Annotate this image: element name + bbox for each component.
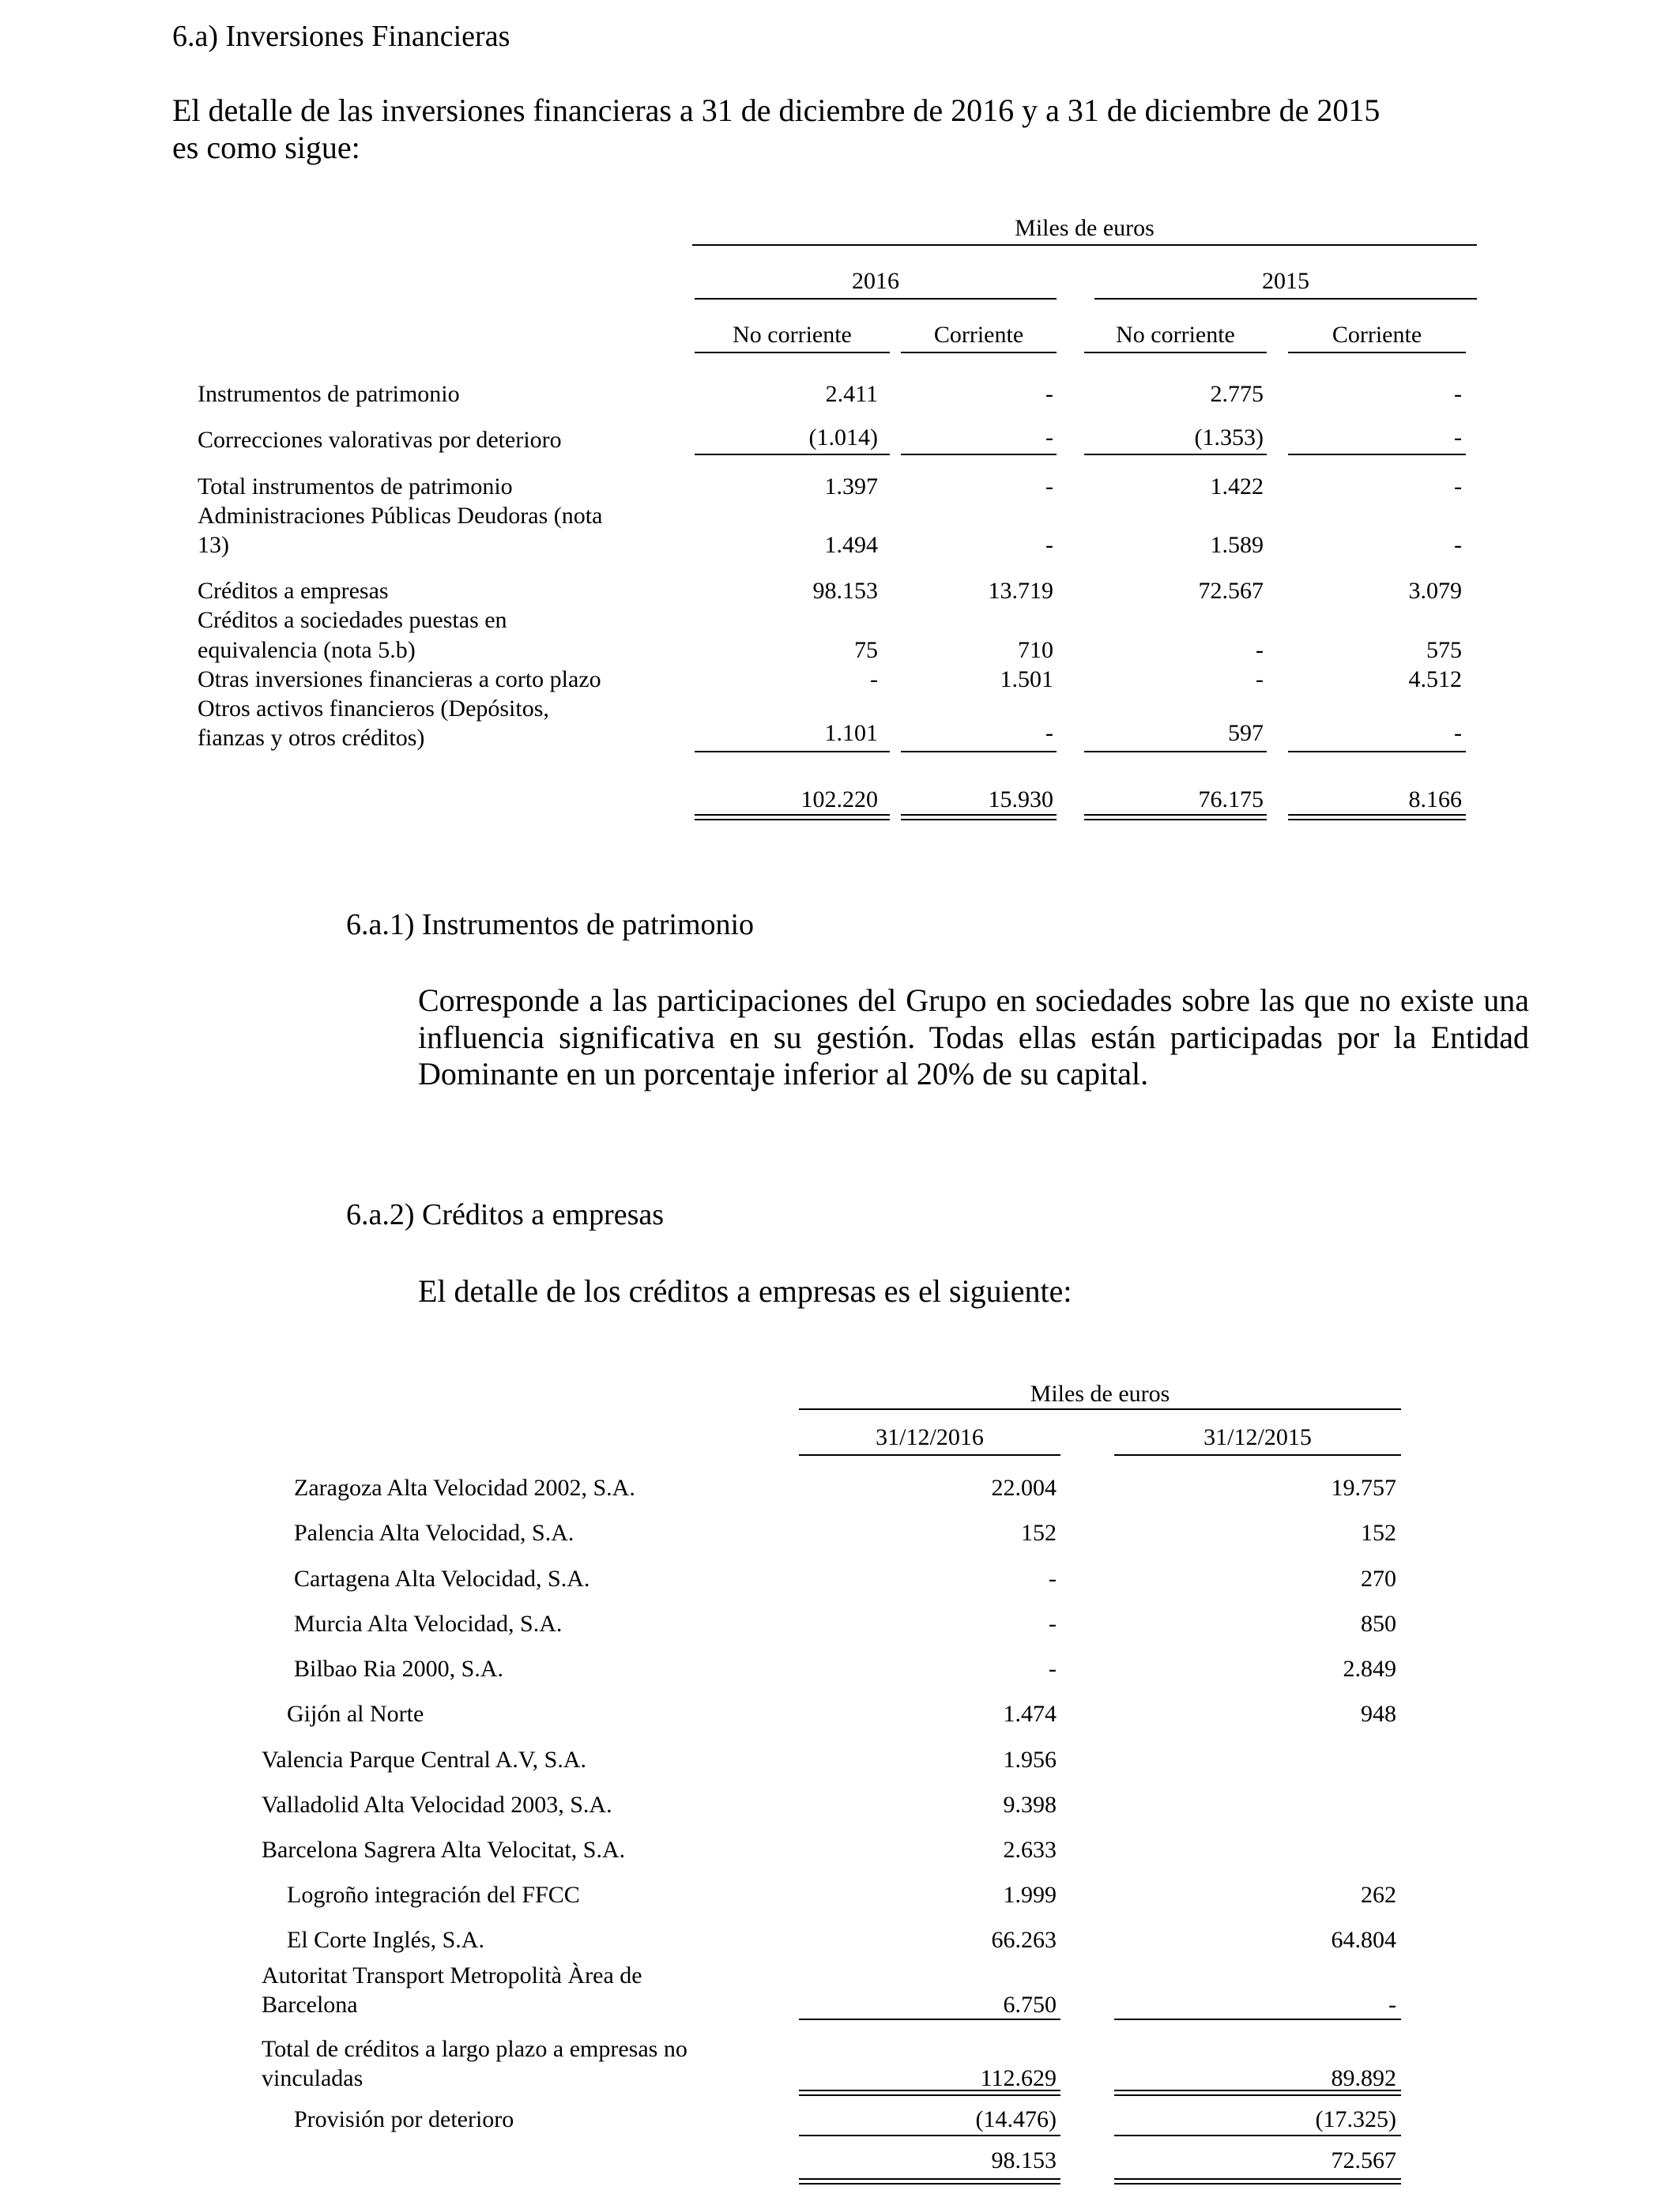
cell-value: 1.999 bbox=[1003, 1882, 1057, 1908]
cell-value: 1.589 bbox=[1210, 532, 1264, 558]
rule-line bbox=[901, 751, 1057, 752]
rule-line bbox=[695, 751, 890, 752]
cell-value: 6.750 bbox=[1003, 1992, 1057, 2018]
cell-value: - bbox=[1454, 381, 1462, 407]
provision-label: Provisión por deterioro bbox=[294, 2106, 514, 2132]
cell-value: 948 bbox=[1361, 1701, 1396, 1727]
unit-header: Miles de euros bbox=[1030, 1381, 1170, 1407]
total-value: 15.930 bbox=[988, 786, 1053, 812]
double-rule-line bbox=[1114, 2178, 1401, 2185]
cell-value: - bbox=[1045, 473, 1053, 499]
rule-line bbox=[799, 1408, 1401, 1410]
company-name: Valencia Parque Central A.V, S.A. bbox=[262, 1747, 587, 1773]
total-label: vinculadas bbox=[262, 2065, 363, 2091]
cell-value: 1.397 bbox=[824, 473, 878, 499]
rule-line bbox=[695, 298, 1057, 300]
row-label: fianzas y otros créditos) bbox=[198, 725, 425, 751]
row-label: Instrumentos de patrimonio bbox=[198, 381, 460, 407]
year-header: 2016 bbox=[852, 268, 899, 294]
cell-value: 66.263 bbox=[991, 1927, 1057, 1953]
company-name: Zaragoza Alta Velocidad 2002, S.A. bbox=[294, 1475, 635, 1501]
cell-value: (1.014) bbox=[808, 424, 878, 450]
rule-line bbox=[1084, 751, 1267, 752]
rule-line bbox=[695, 454, 890, 455]
row-label: Correcciones valorativas por deterioro bbox=[198, 427, 562, 453]
cell-value: - bbox=[1256, 637, 1264, 663]
cell-value: 152 bbox=[1361, 1520, 1396, 1546]
rule-line bbox=[1114, 1454, 1401, 1456]
double-rule-line bbox=[901, 814, 1057, 820]
cell-value: 575 bbox=[1426, 637, 1462, 663]
total-value: 112.629 bbox=[980, 2065, 1057, 2091]
rule-line bbox=[799, 2019, 1060, 2020]
cell-value: 262 bbox=[1361, 1882, 1396, 1908]
rule-line bbox=[1288, 751, 1466, 752]
paragraph-line: influencia significativa en su gestión. Todas ellas están participadas por la Entidad bbox=[418, 1020, 1529, 1055]
rule-line bbox=[901, 352, 1057, 353]
company-name: Barcelona Sagrera Alta Velocitat, S.A. bbox=[262, 1837, 626, 1863]
cell-value: 152 bbox=[1021, 1520, 1057, 1546]
column-header: Corriente bbox=[933, 322, 1024, 348]
double-rule-line bbox=[799, 2178, 1060, 2185]
cell-value: 75 bbox=[854, 637, 878, 663]
rule-line bbox=[1094, 298, 1477, 300]
cell-value: 2.633 bbox=[1003, 1837, 1057, 1863]
column-header: No corriente bbox=[733, 322, 852, 348]
cell-value: 22.004 bbox=[991, 1475, 1057, 1501]
cell-value: 72.567 bbox=[1198, 578, 1264, 604]
cell-value: - bbox=[1045, 381, 1053, 407]
cell-value: 710 bbox=[1018, 637, 1053, 663]
cell-value: - bbox=[1045, 532, 1053, 558]
column-header: No corriente bbox=[1116, 322, 1235, 348]
year-header: 2015 bbox=[1262, 268, 1309, 294]
section-6a2-intro: El detalle de los créditos a empresas es el siguiente: bbox=[418, 1273, 1072, 1309]
date-header: 31/12/2016 bbox=[876, 1424, 984, 1450]
paragraph-line: Dominante en un porcentaje inferior al 20% de su capital. bbox=[418, 1056, 1149, 1091]
net-value: 98.153 bbox=[991, 2147, 1057, 2173]
cell-value: 13.719 bbox=[988, 578, 1053, 604]
cell-value: 1.956 bbox=[1003, 1747, 1057, 1773]
cell-value: - bbox=[1454, 532, 1462, 558]
cell-value: 98.153 bbox=[812, 578, 878, 604]
company-name: Barcelona bbox=[262, 1992, 358, 2018]
cell-value: - bbox=[1049, 1566, 1057, 1592]
cell-value: 64.804 bbox=[1331, 1927, 1396, 1953]
company-name: Palencia Alta Velocidad, S.A. bbox=[294, 1520, 574, 1546]
cell-value: 3.079 bbox=[1408, 578, 1462, 604]
rule-line bbox=[1084, 454, 1267, 455]
cell-value: - bbox=[1454, 424, 1462, 450]
cell-value: - bbox=[1045, 424, 1053, 450]
double-rule-line bbox=[1114, 2090, 1401, 2096]
section-heading-6a1: 6.a.1) Instrumentos de patrimonio bbox=[346, 908, 755, 941]
cell-value: 1.501 bbox=[1000, 666, 1053, 692]
cell-value: 1.474 bbox=[1003, 1701, 1057, 1727]
cell-value: 1.101 bbox=[824, 720, 878, 746]
row-label: Créditos a empresas bbox=[198, 578, 389, 604]
cell-value: 270 bbox=[1361, 1566, 1396, 1592]
cell-value: 2.411 bbox=[825, 381, 878, 407]
column-header: Corriente bbox=[1332, 322, 1422, 348]
row-label: equivalencia (nota 5.b) bbox=[198, 637, 416, 663]
rule-line bbox=[695, 352, 890, 353]
cell-value: - bbox=[1454, 720, 1462, 746]
row-label: Créditos a sociedades puestas en bbox=[198, 607, 507, 633]
cell-value: - bbox=[1045, 720, 1053, 746]
rule-line bbox=[1288, 454, 1466, 455]
rule-line bbox=[1114, 2019, 1401, 2020]
total-label: Total de créditos a largo plazo a empresas no bbox=[262, 2036, 687, 2062]
cell-value: - bbox=[1049, 1611, 1057, 1637]
cell-value: - bbox=[870, 666, 878, 692]
company-name: Murcia Alta Velocidad, S.A. bbox=[294, 1611, 563, 1637]
cell-value: (1.353) bbox=[1194, 424, 1264, 450]
double-rule-line bbox=[1084, 814, 1267, 820]
company-name: Gijón al Norte bbox=[287, 1701, 424, 1727]
company-name: El Corte Inglés, S.A. bbox=[287, 1927, 484, 1953]
rule-line bbox=[1288, 352, 1466, 353]
date-header: 31/12/2015 bbox=[1203, 1424, 1312, 1450]
rule-line bbox=[901, 454, 1057, 455]
row-label: Administraciones Públicas Deudoras (nota bbox=[198, 503, 603, 529]
cell-value: 1.422 bbox=[1210, 473, 1264, 499]
company-name: Cartagena Alta Velocidad, S.A. bbox=[294, 1566, 590, 1592]
cell-value: 2.849 bbox=[1343, 1656, 1396, 1682]
total-value: 8.166 bbox=[1408, 786, 1462, 812]
company-name: Autoritat Transport Metropolità Àrea de bbox=[262, 1962, 642, 1989]
unit-header: Miles de euros bbox=[1015, 215, 1155, 241]
cell-value: - bbox=[1049, 1656, 1057, 1682]
intro-line-1: El detalle de las inversiones financieras a 31 de diciembre de 2016 y a 31 de diciembre de 2015 bbox=[172, 92, 1381, 128]
section-heading-6a: 6.a) Inversiones Financieras bbox=[172, 20, 510, 53]
rule-line bbox=[1084, 352, 1267, 353]
company-name: Bilbao Ria 2000, S.A. bbox=[294, 1656, 504, 1682]
double-rule-line bbox=[1288, 814, 1466, 820]
cell-value: 850 bbox=[1361, 1611, 1396, 1637]
cell-value: 2.775 bbox=[1210, 381, 1264, 407]
total-value: 76.175 bbox=[1198, 786, 1264, 812]
row-label: Otras inversiones financieras a corto plazo bbox=[198, 666, 601, 692]
cell-value: 1.494 bbox=[824, 532, 878, 558]
cell-value: 19.757 bbox=[1331, 1475, 1396, 1501]
rule-line bbox=[1114, 2135, 1401, 2136]
row-label: Otros activos financieros (Depósitos, bbox=[198, 696, 549, 722]
double-rule-line bbox=[695, 814, 890, 820]
provision-value: (17.325) bbox=[1315, 2106, 1396, 2132]
rule-line bbox=[799, 1454, 1060, 1456]
net-value: 72.567 bbox=[1331, 2147, 1396, 2173]
cell-value: - bbox=[1388, 1992, 1396, 2018]
company-name: Logroño integración del FFCC bbox=[287, 1882, 580, 1908]
cell-value: 597 bbox=[1228, 720, 1264, 746]
row-label: 13) bbox=[198, 532, 229, 558]
double-rule-line bbox=[799, 2090, 1060, 2096]
rule-line bbox=[692, 244, 1477, 246]
row-label: Total instrumentos de patrimonio bbox=[198, 473, 513, 499]
total-value: 89.892 bbox=[1331, 2065, 1396, 2091]
company-name: Valladolid Alta Velocidad 2003, S.A. bbox=[262, 1792, 612, 1818]
rule-line bbox=[799, 2135, 1060, 2136]
intro-line-2: es como sigue: bbox=[172, 130, 360, 165]
section-heading-6a2: 6.a.2) Créditos a empresas bbox=[346, 1198, 665, 1231]
provision-value: (14.476) bbox=[975, 2106, 1057, 2132]
total-value: 102.220 bbox=[800, 786, 878, 812]
paragraph-line: Corresponde a las participaciones del Grupo en sociedades sobre las que no existe una bbox=[418, 982, 1529, 1018]
cell-value: - bbox=[1454, 473, 1462, 499]
cell-value: 9.398 bbox=[1003, 1792, 1057, 1818]
cell-value: - bbox=[1256, 666, 1264, 692]
cell-value: 4.512 bbox=[1408, 666, 1462, 692]
